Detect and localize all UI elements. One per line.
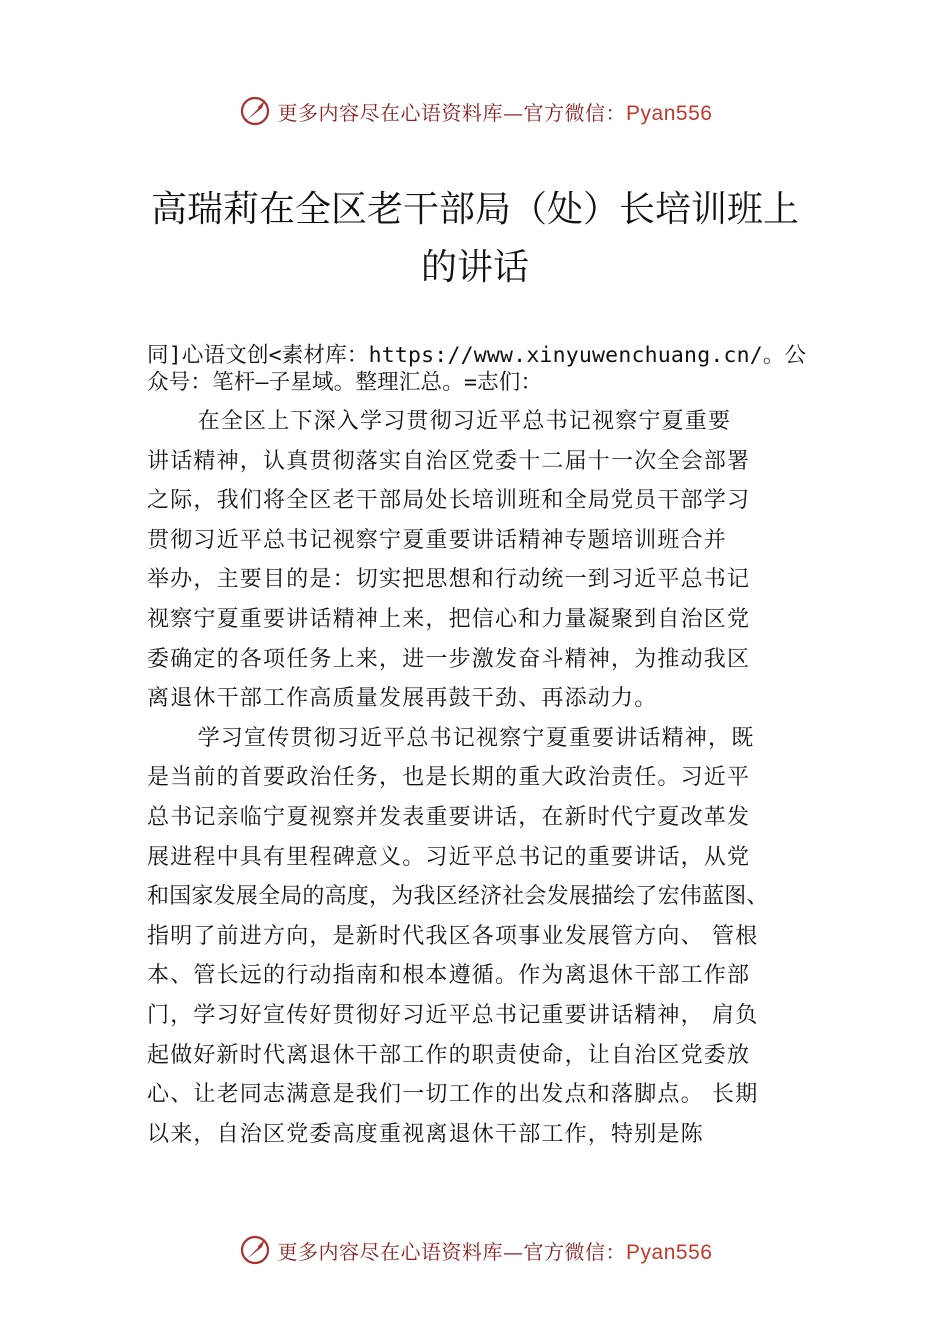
paragraph-line: 贯彻习近平总书记视察宁夏重要讲话精神专题培训班合并 [147,527,728,553]
footer-banner [0,1233,950,1267]
paragraph-line: 离退休干部工作高质量发展再鼓干劲、再添动力。 [147,686,658,712]
banner-wechat-label: 官方微信： [523,1239,627,1264]
banner-slogan: 更多内容尽在心语资料库 [277,100,504,125]
banner-text [278,97,713,126]
paragraph-2 [147,719,837,1155]
header-banner [0,94,950,128]
paragraph-line: 门，学习好宣传好贯彻好习近平总书记重要讲话精神， 肩负 [147,1002,759,1028]
document-body [147,342,837,1154]
paragraph-line: 总书记亲临宁夏视察并发表重要讲话，在新时代宁夏改革发 [147,804,751,830]
paragraph-line: 展进程中具有里程碑意义。习近平总书记的重要讲话，从党 [147,844,751,870]
paragraph-1 [147,402,837,719]
title-line-1: 高瑞莉在全区老干部局（处）长培训班上 [150,189,799,230]
paragraph-line: 以来，自治区党委高度重视离退休干部工作，特别是陈 [147,1121,704,1147]
banner-text [278,1236,713,1265]
paragraph-line: 视察宁夏重要讲话精神上来，把信心和力量凝聚到自治区党 [147,606,751,632]
paragraph-line: 讲话精神，认真贯彻落实自治区党委十二届十一次全会部署 [147,448,751,474]
paragraph-line: 学习宣传贯彻习近平总书记视察宁夏重要讲话精神，既 [197,725,755,751]
paragraph-line: 指明了前进方向，是新时代我区各项事业发展管方向、 管根 [147,923,759,949]
paragraph-line: 心、让老同志满意是我们一切工作的出发点和落脚点。 长期 [147,1082,759,1108]
paragraph-line: 委确定的各项任务上来，进一步激发奋斗精神，为推动我区 [147,646,751,672]
banner-wechat-id: Pyan556 [626,101,713,125]
paragraph-line: 本、管长远的行动指南和根本遵循。作为离退休干部工作部 [147,963,751,989]
quill-logo-icon [238,1233,272,1267]
paragraph-line: 是当前的首要政治任务，也是长期的重大政治责任。习近平 [147,765,751,791]
banner-separator: — [503,1239,524,1264]
document-title [0,181,950,297]
paragraph-line: 和国家发展全局的高度，为我区经济社会发展描绘了宏伟蓝图、 [147,884,769,910]
banner-wechat-id: Pyan556 [626,1240,713,1264]
intro-line: 众号：笔杆—子星域。整理汇总。=志们： [147,370,543,395]
title-line-2: 的讲话 [420,247,529,288]
banner-slogan: 更多内容尽在心语资料库 [277,1239,504,1264]
banner-separator: — [503,100,524,125]
paragraph-line: 起做好新时代离退休干部工作的职责使命，让自治区党委放 [147,1042,751,1068]
intro-paragraph [147,342,837,396]
paragraph-line: 在全区上下深入学习贯彻习近平总书记视察宁夏重要 [197,409,732,434]
paragraph-line: 之际，我们将全区老干部局处长培训班和全局党员干部学习 [147,488,751,514]
paragraph-line: 举办，主要目的是：切实把思想和行动统一到习近平总书记 [147,567,751,593]
banner-wechat-label: 官方微信： [523,100,627,125]
quill-logo-icon [238,94,272,128]
intro-line: 同]心语文创<素材库：https://www.xinyuwenchuang.cn/。公 [147,343,807,368]
